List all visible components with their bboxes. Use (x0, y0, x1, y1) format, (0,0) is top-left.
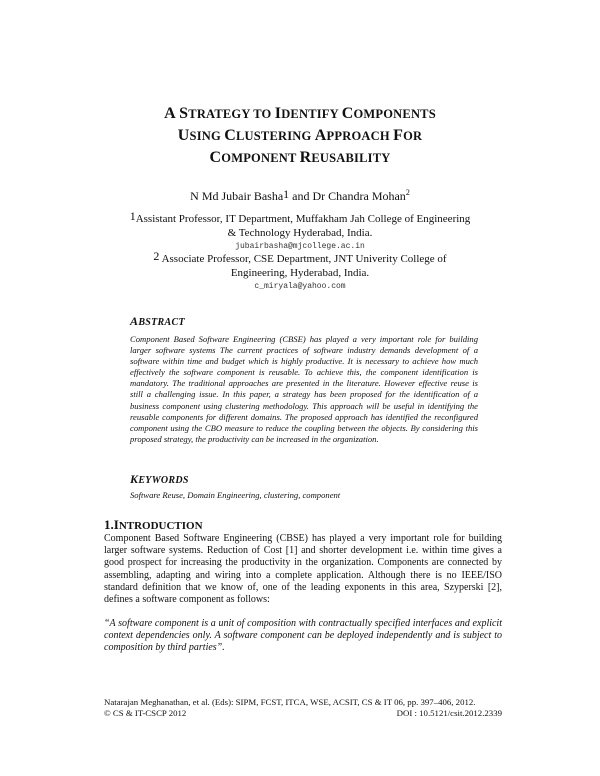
affiliation-1-line-2: & Technology Hyderabad, India. (227, 226, 373, 239)
introduction-paragraph: Component Based Software Engineering (CBSE) has played a very important role for building larger software systems. Reduction of Cost [1] and shorter development i.e. within time gives a good prospect for increasing the productivity in the organization. Components are connected by assembling, adapting and wiring into a complete application. Although there is no IEEE/ISO standard definition that we know of, one of the leading exponents in this area, Szyperski [2], defines a software component as follows: (104, 533, 502, 606)
footer-citation: Natarajan Meghanathan, et al. (Eds): SIPM, FCST, ITCA, WSE, ACSIT, CS & IT 06, pp. 397–406, 2012. (104, 697, 476, 707)
affiliation-2-email[interactable]: c_miryala@yahoo.com (254, 282, 346, 291)
introduction-quote: “A software component is a unit of composition with contractually specified interfaces and explicit context dependencies only. A software component can be deployed independently and is subject to composition by third parties”. (104, 618, 502, 654)
affiliation-1-email[interactable]: jubairbasha@mjcollege.ac.in (235, 242, 365, 251)
introduction-heading: 1.INTRODUCTION (104, 517, 203, 532)
author-1-name: N Md Jubair Basha (190, 189, 284, 203)
affiliation-2-line-1: Associate Professor, CSE Department, JNT Univerity College of (159, 253, 447, 265)
title-line-3: COMPONENT REUSABILITY (209, 149, 391, 166)
keywords-heading: KEYWORDS (130, 472, 189, 486)
author-line (60, 187, 540, 204)
abstract-text: Component Based Software Engineering (CBSE) has played a very important role for building larger software systems The current practices of software industry demands development of a software within time and budget which is highly productive. It is necessary to achieve how much effectively the software component is reusable. To achieve this, the component identification is mandatory. The traditional approaches are presented in the literature. However effective reuse is still a challenging issue. In this paper, a strategy has been proposed for the identification of a business component using clustering methodology. This approach will be useful in identifying the reusable components for different domains. The proposed approach has identified the reconfigured component using the CBO measure to reduce the coupling between the objects. By considering this proposed strategy, the productivity can be increased in the organization. (130, 334, 478, 444)
paper-title (60, 103, 540, 169)
affiliation-2 (110, 250, 490, 294)
footer-doi[interactable]: DOI : 10.5121/csit.2012.2339 (396, 708, 502, 718)
author-2-name: and Dr Chandra Mohan (289, 189, 406, 203)
page-footer (104, 697, 502, 719)
keywords-text: Software Reuse, Domain Engineering, clustering, component (130, 490, 341, 500)
title-line-1: A STRATEGY TO IDENTIFY COMPONENTS (164, 105, 436, 122)
author-1-affil-mark: 1 (283, 187, 290, 201)
affiliation-1 (110, 210, 490, 254)
affiliation-2-line-2: Engineering, Hyderabad, India. (230, 266, 370, 279)
footer-row (104, 708, 502, 719)
affiliation-1-number: 1 (129, 209, 136, 223)
abstract-heading: ABSTRACT (130, 314, 185, 328)
affiliation-2-number: 2 (153, 249, 160, 263)
footer-copyright: © CS & IT-CSCP 2012 (104, 708, 187, 718)
affiliation-1-line-1: Assistant Professor, IT Department, Muffakham Jah College of Engineering (135, 213, 471, 225)
title-line-2: USING CLUSTERING APPROACH FOR (177, 127, 423, 144)
author-2-affil-mark: 2 (405, 188, 410, 197)
